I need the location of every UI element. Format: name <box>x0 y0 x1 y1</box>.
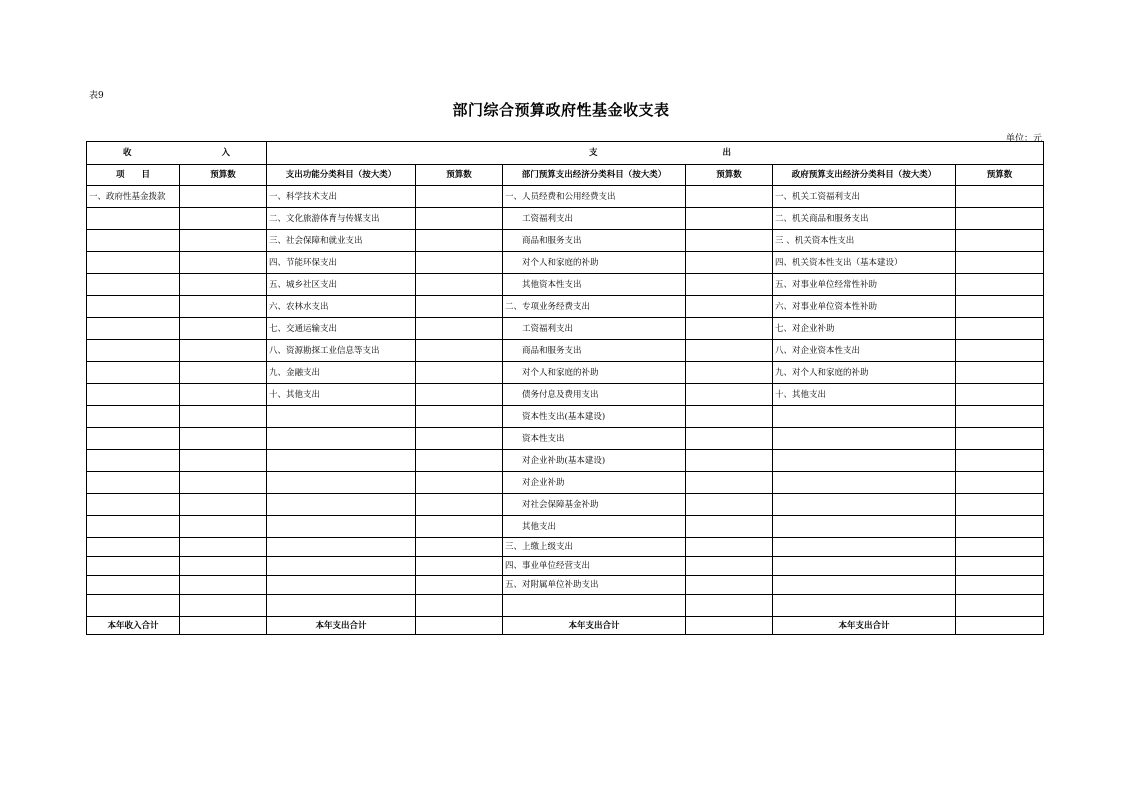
income-budget-cell <box>180 252 267 274</box>
dept-budget-cell <box>686 274 773 296</box>
gov-budget-cell <box>956 516 1044 538</box>
dept-econ-cell: 商品和服务支出 <box>503 230 686 252</box>
expense-header-left: 支 <box>589 148 598 158</box>
table-label: 表9 <box>89 91 104 101</box>
dept-budget-cell <box>686 406 773 428</box>
income-item-cell <box>87 296 180 318</box>
gov-econ-cell <box>773 406 956 428</box>
gov-budget-cell <box>956 557 1044 576</box>
dept-budget-cell <box>686 494 773 516</box>
dept-econ-cell: 对个人和家庭的补助 <box>503 252 686 274</box>
budget-table <box>86 141 1044 635</box>
dept-budget-cell <box>686 208 773 230</box>
func-budget-cell <box>416 450 503 472</box>
dept-budget-cell <box>686 340 773 362</box>
income-header-right: 入 <box>221 148 230 158</box>
dept-econ-cell: 三、上缴上级支出 <box>503 538 686 557</box>
col-dept-econ-header: 部门预算支出经济分类科目（按大类） <box>503 165 686 186</box>
expense-header <box>267 142 1044 165</box>
table-row <box>87 576 1044 595</box>
func-budget-cell <box>416 186 503 208</box>
income-budget-cell <box>180 472 267 494</box>
func-class-cell: 五、城乡社区支出 <box>267 274 416 296</box>
dept-econ-cell: 工资福利支出 <box>503 208 686 230</box>
income-header-left: 收 <box>123 148 132 158</box>
dept-econ-cell: 债务付息及费用支出 <box>503 384 686 406</box>
gov-econ-cell <box>773 472 956 494</box>
table-row <box>87 186 1044 208</box>
expense-total-value-1 <box>416 617 503 635</box>
gov-budget-cell <box>956 296 1044 318</box>
income-item-cell <box>87 208 180 230</box>
gov-econ-cell: 五、对事业单位经常性补助 <box>773 274 956 296</box>
income-item-cell <box>87 340 180 362</box>
col-budget-header: 预算数 <box>416 165 503 186</box>
func-budget-cell <box>416 576 503 595</box>
gov-econ-cell: 六、对事业单位资本性补助 <box>773 296 956 318</box>
gov-budget-cell <box>956 230 1044 252</box>
dept-econ-cell: 资本性支出(基本建设) <box>503 406 686 428</box>
func-class-cell: 六、农林水支出 <box>267 296 416 318</box>
gov-budget-cell <box>956 428 1044 450</box>
income-budget-cell <box>180 274 267 296</box>
func-class-cell: 八、资源勘探工业信息等支出 <box>267 340 416 362</box>
dept-econ-cell: 对个人和家庭的补助 <box>503 362 686 384</box>
unit-label: 单位：元 <box>1005 134 1042 144</box>
gov-budget-cell <box>956 318 1044 340</box>
func-class-cell <box>267 516 416 538</box>
dept-econ-cell: 二、专项业务经费支出 <box>503 296 686 318</box>
income-item-cell <box>87 318 180 340</box>
income-header <box>87 142 267 165</box>
table-row <box>87 230 1044 252</box>
func-class-cell <box>267 428 416 450</box>
func-budget-cell <box>416 428 503 450</box>
func-budget-cell <box>416 230 503 252</box>
income-budget-cell <box>180 428 267 450</box>
income-item-cell <box>87 230 180 252</box>
expense-total-label-3: 本年支出合计 <box>773 617 956 635</box>
dept-budget-cell <box>686 252 773 274</box>
income-total-value <box>180 617 267 635</box>
gov-econ-cell <box>773 576 956 595</box>
expense-total-label-2: 本年支出合计 <box>503 617 686 635</box>
dept-budget-cell <box>686 186 773 208</box>
func-budget-cell <box>416 595 503 617</box>
gov-budget-cell <box>956 472 1044 494</box>
func-budget-cell <box>416 406 503 428</box>
func-class-cell <box>267 595 416 617</box>
table-row <box>87 406 1044 428</box>
dept-econ-cell: 对企业补助(基本建设) <box>503 450 686 472</box>
income-budget-cell <box>180 595 267 617</box>
expense-total-value-3 <box>956 617 1044 635</box>
table-row <box>87 472 1044 494</box>
func-budget-cell <box>416 296 503 318</box>
gov-econ-cell <box>773 494 956 516</box>
func-class-cell <box>267 494 416 516</box>
func-budget-cell <box>416 318 503 340</box>
gov-econ-cell: 七、对企业补助 <box>773 318 956 340</box>
income-item-cell <box>87 595 180 617</box>
income-budget-cell <box>180 406 267 428</box>
income-item-cell <box>87 472 180 494</box>
dept-econ-cell: 资本性支出 <box>503 428 686 450</box>
income-budget-cell <box>180 230 267 252</box>
dept-econ-cell: 工资福利支出 <box>503 318 686 340</box>
gov-budget-cell <box>956 595 1044 617</box>
income-budget-cell <box>180 340 267 362</box>
table-row <box>87 296 1044 318</box>
gov-budget-cell <box>956 252 1044 274</box>
totals-row <box>87 617 1044 635</box>
income-item-cell <box>87 384 180 406</box>
gov-econ-cell: 三 、机关资本性支出 <box>773 230 956 252</box>
table-row <box>87 538 1044 557</box>
gov-econ-cell: 八、对企业资本性支出 <box>773 340 956 362</box>
func-class-cell <box>267 406 416 428</box>
table-row <box>87 557 1044 576</box>
gov-econ-cell <box>773 557 956 576</box>
expense-header-right: 出 <box>722 148 731 158</box>
func-class-cell: 一、科学技术支出 <box>267 186 416 208</box>
gov-econ-cell: 十、其他支出 <box>773 384 956 406</box>
func-class-cell: 二、文化旅游体育与传媒支出 <box>267 208 416 230</box>
gov-budget-cell <box>956 208 1044 230</box>
table-row <box>87 595 1044 617</box>
func-class-cell: 七、交通运输支出 <box>267 318 416 340</box>
income-item-cell <box>87 576 180 595</box>
expense-total-label-1: 本年支出合计 <box>267 617 416 635</box>
income-budget-cell <box>180 450 267 472</box>
func-class-cell: 四、节能环保支出 <box>267 252 416 274</box>
func-budget-cell <box>416 472 503 494</box>
func-budget-cell <box>416 494 503 516</box>
table-row <box>87 340 1044 362</box>
col-func-header: 支出功能分类科目（按大类） <box>267 165 416 186</box>
dept-econ-cell <box>503 595 686 617</box>
func-class-cell <box>267 450 416 472</box>
col-budget-header: 预算数 <box>956 165 1044 186</box>
income-budget-cell <box>180 516 267 538</box>
dept-econ-cell: 其他支出 <box>503 516 686 538</box>
dept-budget-cell <box>686 450 773 472</box>
func-budget-cell <box>416 362 503 384</box>
income-item-cell: 一、政府性基金拨款 <box>87 186 180 208</box>
dept-budget-cell <box>686 428 773 450</box>
table-row <box>87 516 1044 538</box>
gov-econ-cell <box>773 516 956 538</box>
expense-total-value-2 <box>686 617 773 635</box>
income-budget-cell <box>180 186 267 208</box>
dept-econ-cell: 五、对附属单位补助支出 <box>503 576 686 595</box>
income-budget-cell <box>180 576 267 595</box>
table-row <box>87 450 1044 472</box>
func-class-cell <box>267 472 416 494</box>
table-row <box>87 384 1044 406</box>
income-budget-cell <box>180 557 267 576</box>
income-budget-cell <box>180 538 267 557</box>
table-row <box>87 252 1044 274</box>
header-row-1 <box>87 142 1044 165</box>
col-budget-header: 预算数 <box>686 165 773 186</box>
dept-budget-cell <box>686 384 773 406</box>
table-row <box>87 318 1044 340</box>
income-item-cell <box>87 516 180 538</box>
table-row <box>87 494 1044 516</box>
gov-budget-cell <box>956 340 1044 362</box>
table-row <box>87 208 1044 230</box>
dept-budget-cell <box>686 362 773 384</box>
gov-econ-cell: 四、机关资本性支出（基本建设） <box>773 252 956 274</box>
func-budget-cell <box>416 538 503 557</box>
dept-budget-cell <box>686 230 773 252</box>
func-class-cell <box>267 576 416 595</box>
dept-budget-cell <box>686 595 773 617</box>
dept-econ-cell: 一、人员经费和公用经费支出 <box>503 186 686 208</box>
gov-budget-cell <box>956 576 1044 595</box>
income-budget-cell <box>180 494 267 516</box>
func-budget-cell <box>416 274 503 296</box>
dept-budget-cell <box>686 516 773 538</box>
gov-budget-cell <box>956 362 1044 384</box>
func-budget-cell <box>416 384 503 406</box>
col-gov-econ-header: 政府预算支出经济分类科目（按大类） <box>773 165 956 186</box>
func-class-cell <box>267 538 416 557</box>
dept-econ-cell: 商品和服务支出 <box>503 340 686 362</box>
gov-budget-cell <box>956 538 1044 557</box>
dept-budget-cell <box>686 318 773 340</box>
func-class-cell: 三、社会保障和就业支出 <box>267 230 416 252</box>
table-row <box>87 362 1044 384</box>
dept-econ-cell: 四、事业单位经营支出 <box>503 557 686 576</box>
income-item-cell <box>87 450 180 472</box>
dept-econ-cell: 对社会保障基金补助 <box>503 494 686 516</box>
income-item-cell <box>87 252 180 274</box>
gov-budget-cell <box>956 406 1044 428</box>
gov-budget-cell <box>956 450 1044 472</box>
func-budget-cell <box>416 252 503 274</box>
gov-budget-cell <box>956 384 1044 406</box>
page-title: 部门综合预算政府性基金收支表 <box>452 101 670 119</box>
header-row-2 <box>87 165 1044 186</box>
dept-budget-cell <box>686 472 773 494</box>
func-budget-cell <box>416 340 503 362</box>
income-budget-cell <box>180 296 267 318</box>
gov-econ-cell <box>773 450 956 472</box>
func-budget-cell <box>416 557 503 576</box>
gov-econ-cell: 二、机关商品和服务支出 <box>773 208 956 230</box>
func-budget-cell <box>416 208 503 230</box>
col-item-header: 项 目 <box>87 165 180 186</box>
income-budget-cell <box>180 318 267 340</box>
table-row <box>87 274 1044 296</box>
dept-econ-cell: 对企业补助 <box>503 472 686 494</box>
dept-budget-cell <box>686 296 773 318</box>
dept-budget-cell <box>686 557 773 576</box>
gov-econ-cell <box>773 428 956 450</box>
gov-econ-cell: 九、对个人和家庭的补助 <box>773 362 956 384</box>
income-item-cell <box>87 538 180 557</box>
income-item-cell <box>87 428 180 450</box>
gov-budget-cell <box>956 186 1044 208</box>
func-class-cell: 九、金融支出 <box>267 362 416 384</box>
income-item-cell <box>87 274 180 296</box>
gov-budget-cell <box>956 494 1044 516</box>
gov-econ-cell <box>773 538 956 557</box>
dept-econ-cell: 其他资本性支出 <box>503 274 686 296</box>
func-class-cell <box>267 557 416 576</box>
income-item-cell <box>87 406 180 428</box>
income-item-cell <box>87 494 180 516</box>
gov-econ-cell <box>773 595 956 617</box>
table-row <box>87 428 1044 450</box>
gov-econ-cell: 一、机关工资福利支出 <box>773 186 956 208</box>
func-budget-cell <box>416 516 503 538</box>
income-item-cell <box>87 362 180 384</box>
gov-budget-cell <box>956 274 1044 296</box>
income-budget-cell <box>180 208 267 230</box>
income-budget-cell <box>180 362 267 384</box>
income-item-cell <box>87 557 180 576</box>
col-budget-header: 预算数 <box>180 165 267 186</box>
func-class-cell: 十、其他支出 <box>267 384 416 406</box>
income-total-label: 本年收入合计 <box>87 617 180 635</box>
dept-budget-cell <box>686 576 773 595</box>
dept-budget-cell <box>686 538 773 557</box>
income-budget-cell <box>180 384 267 406</box>
